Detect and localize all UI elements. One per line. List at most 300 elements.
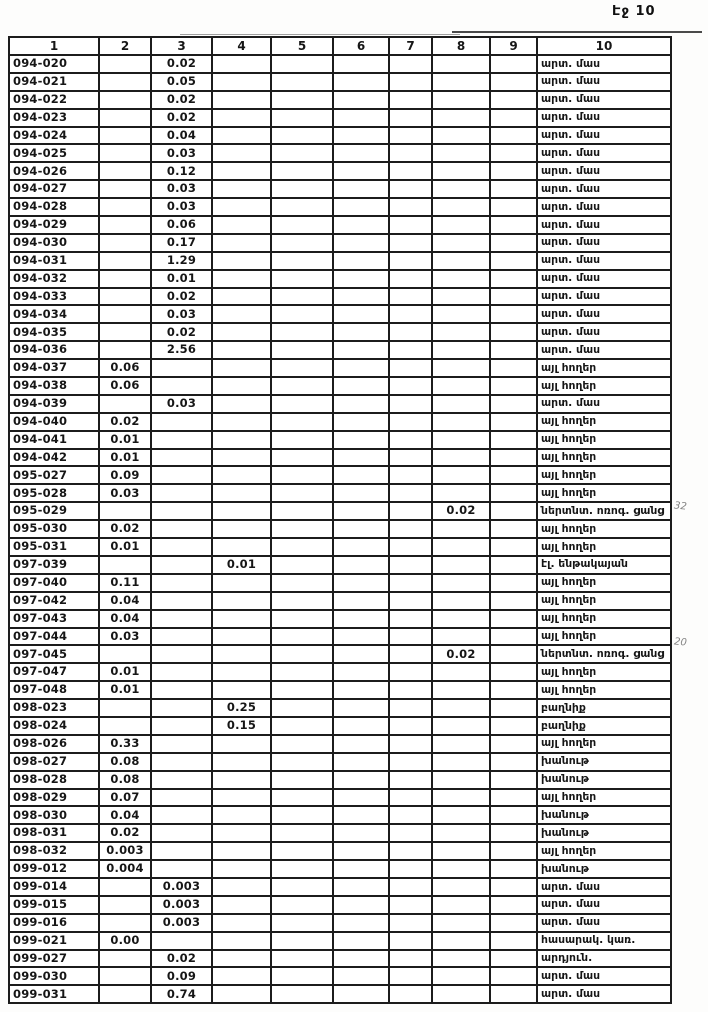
- table-row: [9, 681, 671, 699]
- value-cell: [333, 592, 389, 610]
- value-cell: [389, 109, 432, 127]
- value-cell: [151, 771, 212, 789]
- value-cell: [271, 162, 333, 180]
- value-cell: 0.03: [151, 144, 212, 162]
- value-cell: 0.03: [151, 395, 212, 413]
- value-cell: [432, 341, 490, 359]
- value-cell: [389, 180, 432, 198]
- value-cell: [490, 878, 537, 896]
- value-cell: [151, 753, 212, 771]
- value-cell: [151, 735, 212, 753]
- value-cell: 0.15: [212, 717, 271, 735]
- value-cell: [490, 395, 537, 413]
- value-cell: [432, 538, 490, 556]
- column-header: 6: [333, 37, 389, 55]
- value-cell: [432, 520, 490, 538]
- value-cell: [271, 556, 333, 574]
- table-row: [9, 556, 671, 574]
- parcel-code-cell: 094-024: [9, 127, 99, 145]
- value-cell: [212, 359, 271, 377]
- value-cell: [333, 252, 389, 270]
- parcel-code-cell: 094-023: [9, 109, 99, 127]
- land-use-cell: այլ հողեր: [537, 628, 671, 646]
- parcel-code-cell: 094-025: [9, 144, 99, 162]
- parcel-code-cell: 094-034: [9, 305, 99, 323]
- value-cell: [212, 914, 271, 932]
- value-cell: [490, 860, 537, 878]
- value-cell: [212, 73, 271, 91]
- land-use-cell: արտ. մաս: [537, 305, 671, 323]
- parcel-code-cell: 097-044: [9, 628, 99, 646]
- table-row: [9, 216, 671, 234]
- value-cell: [389, 341, 432, 359]
- land-use-cell: արտ. մաս: [537, 341, 671, 359]
- value-cell: [99, 234, 151, 252]
- value-cell: [212, 270, 271, 288]
- land-use-cell: արտ. մաս: [537, 216, 671, 234]
- table-row: [9, 395, 671, 413]
- value-cell: [389, 967, 432, 985]
- value-cell: [271, 914, 333, 932]
- land-use-cell: արտ. մաս: [537, 395, 671, 413]
- value-cell: [151, 806, 212, 824]
- value-cell: [271, 323, 333, 341]
- value-cell: [212, 466, 271, 484]
- value-cell: [490, 377, 537, 395]
- value-cell: [333, 413, 389, 431]
- table-row: [9, 431, 671, 449]
- value-cell: [212, 574, 271, 592]
- value-cell: [151, 466, 212, 484]
- value-cell: [271, 341, 333, 359]
- value-cell: 0.06: [151, 216, 212, 234]
- value-cell: 0.04: [99, 610, 151, 628]
- value-cell: [333, 162, 389, 180]
- value-cell: [333, 789, 389, 807]
- value-cell: [490, 842, 537, 860]
- value-cell: [432, 413, 490, 431]
- parcel-code-cell: 094-026: [9, 162, 99, 180]
- value-cell: [490, 771, 537, 789]
- value-cell: 0.17: [151, 234, 212, 252]
- value-cell: [432, 824, 490, 842]
- value-cell: [432, 431, 490, 449]
- value-cell: [271, 73, 333, 91]
- value-cell: [490, 270, 537, 288]
- parcel-code-cell: 098-031: [9, 824, 99, 842]
- value-cell: [490, 484, 537, 502]
- land-use-cell: արտ. մաս: [537, 323, 671, 341]
- page-number-label: Էջ 10: [612, 4, 656, 19]
- value-cell: [271, 663, 333, 681]
- value-cell: [99, 180, 151, 198]
- value-cell: [271, 520, 333, 538]
- land-use-cell: արտ. մաս: [537, 967, 671, 985]
- value-cell: [490, 466, 537, 484]
- value-cell: [333, 180, 389, 198]
- value-cell: [389, 932, 432, 950]
- value-cell: [490, 73, 537, 91]
- value-cell: [333, 556, 389, 574]
- value-cell: [389, 395, 432, 413]
- land-use-cell: այլ հողեր: [537, 842, 671, 860]
- land-use-cell: բաղնիք: [537, 717, 671, 735]
- value-cell: [212, 771, 271, 789]
- value-cell: [432, 484, 490, 502]
- value-cell: [389, 73, 432, 91]
- value-cell: [271, 878, 333, 896]
- value-cell: [432, 789, 490, 807]
- value-cell: [490, 234, 537, 252]
- table-row: [9, 789, 671, 807]
- value-cell: [389, 556, 432, 574]
- parcel-code-cell: 098-027: [9, 753, 99, 771]
- table-row: [9, 985, 671, 1003]
- value-cell: [389, 484, 432, 502]
- value-cell: [333, 753, 389, 771]
- value-cell: [490, 144, 537, 162]
- table-row: [9, 288, 671, 306]
- value-cell: [490, 431, 537, 449]
- parcel-code-cell: 098-029: [9, 789, 99, 807]
- table-row: [9, 950, 671, 968]
- value-cell: [432, 144, 490, 162]
- parcel-code-cell: 099-031: [9, 985, 99, 1003]
- value-cell: [151, 413, 212, 431]
- value-cell: [212, 538, 271, 556]
- value-cell: [151, 789, 212, 807]
- value-cell: [490, 359, 537, 377]
- value-cell: [212, 305, 271, 323]
- value-cell: [271, 270, 333, 288]
- value-cell: [389, 574, 432, 592]
- parcel-code-cell: 097-039: [9, 556, 99, 574]
- value-cell: [271, 538, 333, 556]
- value-cell: [490, 288, 537, 306]
- value-cell: 0.00: [99, 932, 151, 950]
- value-cell: [333, 967, 389, 985]
- value-cell: [333, 985, 389, 1003]
- land-use-cell: խանութ: [537, 771, 671, 789]
- value-cell: [99, 717, 151, 735]
- table-row: [9, 842, 671, 860]
- parcel-code-cell: 099-015: [9, 896, 99, 914]
- table-row: [9, 234, 671, 252]
- value-cell: [212, 431, 271, 449]
- value-cell: 0.02: [151, 55, 212, 73]
- value-cell: [490, 950, 537, 968]
- parcel-code-cell: 098-026: [9, 735, 99, 753]
- value-cell: [212, 198, 271, 216]
- parcel-code-cell: 094-032: [9, 270, 99, 288]
- value-cell: [389, 878, 432, 896]
- land-use-cell: այլ հողեր: [537, 466, 671, 484]
- value-cell: [99, 216, 151, 234]
- value-cell: [490, 663, 537, 681]
- value-cell: [99, 556, 151, 574]
- value-cell: 0.08: [99, 771, 151, 789]
- value-cell: [333, 449, 389, 467]
- value-cell: [212, 55, 271, 73]
- value-cell: 0.02: [99, 413, 151, 431]
- value-cell: [432, 305, 490, 323]
- value-cell: [212, 628, 271, 646]
- value-cell: [490, 55, 537, 73]
- value-cell: [151, 359, 212, 377]
- value-cell: [212, 180, 271, 198]
- value-cell: [99, 878, 151, 896]
- value-cell: 0.004: [99, 860, 151, 878]
- value-cell: [271, 198, 333, 216]
- value-cell: [151, 377, 212, 395]
- value-cell: 0.06: [99, 359, 151, 377]
- value-cell: [389, 216, 432, 234]
- value-cell: [99, 91, 151, 109]
- parcel-code-cell: 095-027: [9, 466, 99, 484]
- value-cell: [212, 449, 271, 467]
- value-cell: [271, 413, 333, 431]
- value-cell: [333, 466, 389, 484]
- value-cell: [389, 538, 432, 556]
- value-cell: [271, 144, 333, 162]
- land-use-cell: արտ. մաս: [537, 914, 671, 932]
- value-cell: [333, 824, 389, 842]
- value-cell: [389, 842, 432, 860]
- value-cell: [151, 699, 212, 717]
- value-cell: [212, 896, 271, 914]
- table-row: [9, 73, 671, 91]
- value-cell: [333, 663, 389, 681]
- column-header: 10: [537, 37, 671, 55]
- value-cell: [212, 234, 271, 252]
- value-cell: [212, 967, 271, 985]
- value-cell: [212, 860, 271, 878]
- value-cell: [333, 950, 389, 968]
- value-cell: [212, 341, 271, 359]
- value-cell: [333, 502, 389, 520]
- value-cell: [432, 359, 490, 377]
- value-cell: [271, 180, 333, 198]
- value-cell: [271, 717, 333, 735]
- value-cell: 0.02: [151, 323, 212, 341]
- value-cell: [490, 896, 537, 914]
- value-cell: 0.02: [151, 109, 212, 127]
- value-cell: [271, 484, 333, 502]
- value-cell: [333, 270, 389, 288]
- land-use-cell: այլ հողեր: [537, 449, 671, 467]
- value-cell: [389, 55, 432, 73]
- value-cell: 0.04: [151, 127, 212, 145]
- table-row: [9, 323, 671, 341]
- value-cell: 1.29: [151, 252, 212, 270]
- value-cell: [432, 806, 490, 824]
- value-cell: [389, 502, 432, 520]
- land-use-cell: ներտնտ. ոռոգ. ցանց: [537, 645, 671, 663]
- parcel-code-cell: 094-038: [9, 377, 99, 395]
- value-cell: [271, 950, 333, 968]
- value-cell: [432, 878, 490, 896]
- value-cell: [151, 431, 212, 449]
- value-cell: [333, 144, 389, 162]
- value-cell: 0.02: [151, 950, 212, 968]
- parcel-code-cell: 099-014: [9, 878, 99, 896]
- value-cell: [490, 341, 537, 359]
- value-cell: [432, 717, 490, 735]
- parcel-code-cell: 094-028: [9, 198, 99, 216]
- value-cell: [151, 538, 212, 556]
- table-row: [9, 127, 671, 145]
- land-use-cell: բաղնիք: [537, 699, 671, 717]
- value-cell: [212, 842, 271, 860]
- table-row: [9, 717, 671, 735]
- value-cell: [271, 896, 333, 914]
- value-cell: 0.04: [99, 592, 151, 610]
- value-cell: [333, 932, 389, 950]
- value-cell: [212, 645, 271, 663]
- value-cell: [333, 878, 389, 896]
- table-row: [9, 860, 671, 878]
- value-cell: [99, 288, 151, 306]
- value-cell: [271, 735, 333, 753]
- land-use-cell: այլ հողեր: [537, 520, 671, 538]
- value-cell: [389, 127, 432, 145]
- value-cell: 0.01: [99, 431, 151, 449]
- table-body: [9, 55, 671, 1003]
- value-cell: [432, 699, 490, 717]
- value-cell: [432, 234, 490, 252]
- land-use-cell: խանութ: [537, 824, 671, 842]
- column-header: 2: [99, 37, 151, 55]
- value-cell: [490, 985, 537, 1003]
- value-cell: [389, 592, 432, 610]
- parcel-code-cell: 094-040: [9, 413, 99, 431]
- handwritten-margin-note: 20: [673, 636, 688, 649]
- value-cell: [151, 663, 212, 681]
- value-cell: [490, 109, 537, 127]
- value-cell: [490, 789, 537, 807]
- land-use-cell: արտ. մաս: [537, 270, 671, 288]
- table-row: [9, 144, 671, 162]
- value-cell: [212, 91, 271, 109]
- value-cell: [212, 252, 271, 270]
- value-cell: [490, 610, 537, 628]
- value-cell: [333, 359, 389, 377]
- scan-artifact-line: [180, 34, 460, 35]
- value-cell: [490, 592, 537, 610]
- value-cell: [333, 127, 389, 145]
- value-cell: 0.33: [99, 735, 151, 753]
- value-cell: [389, 413, 432, 431]
- land-use-cell: այլ հողեր: [537, 610, 671, 628]
- value-cell: [432, 985, 490, 1003]
- parcel-code-cell: 095-030: [9, 520, 99, 538]
- value-cell: [333, 735, 389, 753]
- value-cell: [389, 914, 432, 932]
- table-row: [9, 520, 671, 538]
- value-cell: [271, 91, 333, 109]
- value-cell: [99, 162, 151, 180]
- table-row: [9, 198, 671, 216]
- value-cell: 0.11: [99, 574, 151, 592]
- land-use-cell: արտ. մաս: [537, 288, 671, 306]
- parcel-code-cell: 098-028: [9, 771, 99, 789]
- table-row: [9, 914, 671, 932]
- land-use-cell: արտ. մաս: [537, 162, 671, 180]
- table-row: [9, 377, 671, 395]
- table-row: [9, 878, 671, 896]
- value-cell: [271, 127, 333, 145]
- parcel-code-cell: 094-041: [9, 431, 99, 449]
- value-cell: 0.05: [151, 73, 212, 91]
- value-cell: [271, 753, 333, 771]
- value-cell: [212, 144, 271, 162]
- value-cell: [99, 55, 151, 73]
- land-use-cell: խանութ: [537, 806, 671, 824]
- value-cell: [389, 449, 432, 467]
- value-cell: [389, 735, 432, 753]
- parcel-code-cell: 094-037: [9, 359, 99, 377]
- value-cell: [212, 789, 271, 807]
- value-cell: [432, 162, 490, 180]
- column-header: 8: [432, 37, 490, 55]
- value-cell: [151, 645, 212, 663]
- value-cell: [271, 824, 333, 842]
- value-cell: [99, 323, 151, 341]
- value-cell: [389, 431, 432, 449]
- land-use-cell: արտ. մաս: [537, 91, 671, 109]
- value-cell: [432, 771, 490, 789]
- table-row: [9, 341, 671, 359]
- value-cell: [333, 771, 389, 789]
- value-cell: [432, 395, 490, 413]
- parcel-code-cell: 094-030: [9, 234, 99, 252]
- table-row: [9, 162, 671, 180]
- value-cell: [432, 610, 490, 628]
- land-use-cell: արտ. մաս: [537, 234, 671, 252]
- value-cell: [212, 395, 271, 413]
- value-cell: [271, 699, 333, 717]
- value-cell: [333, 520, 389, 538]
- value-cell: [432, 323, 490, 341]
- value-cell: [151, 574, 212, 592]
- value-cell: [333, 645, 389, 663]
- land-use-cell: արտ. մաս: [537, 198, 671, 216]
- table-row: [9, 663, 671, 681]
- column-header: 7: [389, 37, 432, 55]
- land-use-cell: այլ հողեր: [537, 484, 671, 502]
- value-cell: [212, 592, 271, 610]
- parcel-code-cell: 097-042: [9, 592, 99, 610]
- value-cell: [490, 127, 537, 145]
- value-cell: 0.003: [151, 896, 212, 914]
- parcel-code-cell: 095-031: [9, 538, 99, 556]
- value-cell: [271, 860, 333, 878]
- value-cell: [333, 628, 389, 646]
- table-row: [9, 771, 671, 789]
- land-use-cell: այլ հողեր: [537, 413, 671, 431]
- value-cell: [271, 359, 333, 377]
- value-cell: [389, 896, 432, 914]
- value-cell: 0.02: [151, 288, 212, 306]
- table-row: [9, 806, 671, 824]
- value-cell: [389, 950, 432, 968]
- value-cell: [333, 91, 389, 109]
- land-use-cell: արտ. մաս: [537, 252, 671, 270]
- value-cell: 0.03: [99, 628, 151, 646]
- value-cell: [271, 967, 333, 985]
- value-cell: [212, 127, 271, 145]
- value-cell: [271, 234, 333, 252]
